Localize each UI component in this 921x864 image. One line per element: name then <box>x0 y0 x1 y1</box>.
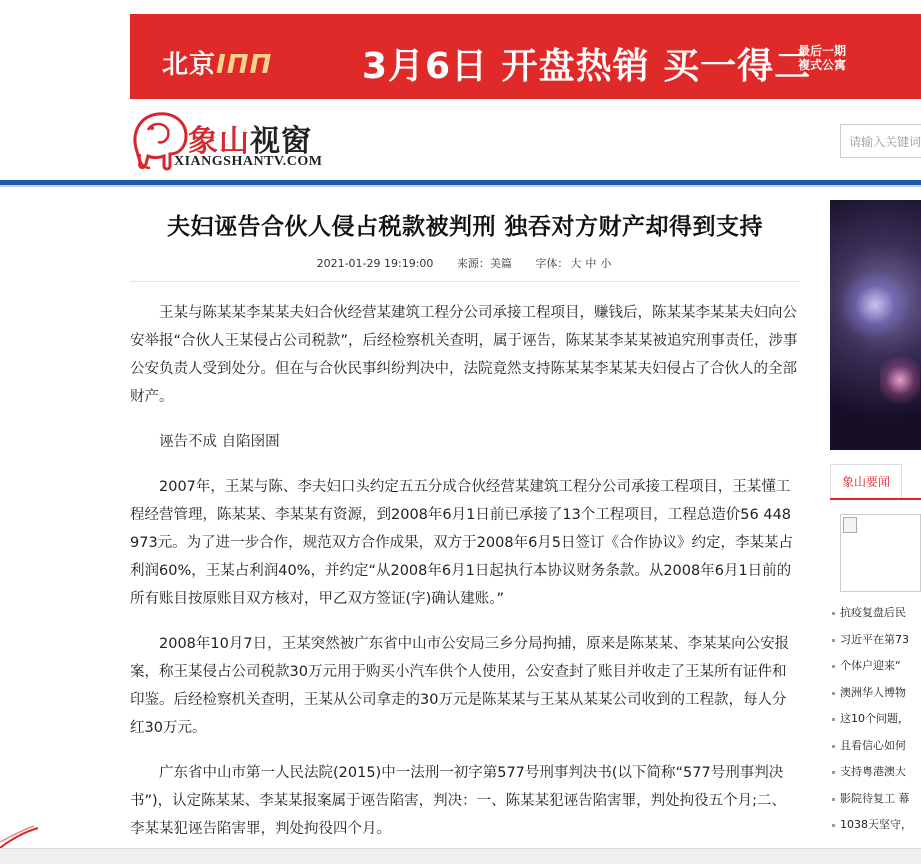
bullet-icon <box>832 718 835 721</box>
bullet-icon <box>832 745 835 748</box>
article-title: 夫妇诬告合伙人侵占税款被判刑 独吞对方财产却得到支持 <box>166 214 763 240</box>
news-link[interactable]: 且看信心如何 <box>840 738 906 752</box>
bullet-icon <box>832 692 835 695</box>
bullet-icon <box>832 824 835 827</box>
decorative-swoosh-icon <box>0 820 40 850</box>
bullet-icon <box>832 639 835 642</box>
list-item[interactable] <box>830 680 921 707</box>
article-date: 2021-01-29 19:19:00 <box>316 257 434 270</box>
horizontal-scrollbar[interactable] <box>0 848 921 864</box>
nav-stripe-light <box>0 185 921 187</box>
bullet-icon <box>832 798 835 801</box>
article-source: 来源：美篇 <box>456 257 512 270</box>
broken-image-icon <box>843 517 857 533</box>
article-paragraph: 2007年，王某与陈、李夫妇口头约定五五分成合伙经营某建筑工程分公司承接工程项目，王某懂工程经营管理，陈某某、李某某有资源，到2008年6月1日前已承接了13个工程项目，工程总造价56 448 973元。为了进一步合作，规范双方合作成果，双方于2008年6月5日签订《合作协议》约定，李某某占利润60%，王某占利润40%，并约定“从2008年6月1日起执行本协议财务条款。从2008年6月1日前的所有账目按原账目双方核对，甲乙双方签证(字)确认建账。” <box>130 479 794 607</box>
meta-divider <box>130 281 800 282</box>
list-item[interactable] <box>830 759 921 786</box>
banner-headline: 3月6日 开盘热销 买一得二 <box>362 46 812 87</box>
bullet-icon <box>832 771 835 774</box>
sidebar-tabs <box>830 464 921 500</box>
list-item[interactable] <box>830 627 921 654</box>
article-subheading: 诬告不成 自陷囹圄 <box>159 434 280 450</box>
sidebar <box>830 200 921 839</box>
font-size-label: 字体： <box>535 257 569 270</box>
article-paragraph: 广东省中山市第一人民法院(2015)中一法刑一初字第577号刑事判决书(以下简称“577号刑事判决书”)，认定陈某某、李某某报案属于诬告陷害，判决：一、陈某某犯诬告陷害罪，判处拘役五个月;二、李某某犯诬告陷害罪，判处拘役四个月。 <box>130 765 787 837</box>
news-link[interactable]: 这10个问题， <box>840 712 909 725</box>
sidebar-feature-image[interactable] <box>830 200 921 450</box>
banner-brand-cn: 北京 <box>162 50 217 80</box>
banner-brand <box>162 44 272 81</box>
site-logo[interactable] <box>130 108 350 176</box>
list-item[interactable] <box>830 786 921 813</box>
tab-xiangshan-news[interactable]: 象山要闻 <box>830 464 902 498</box>
font-size-medium[interactable]: 中 <box>585 257 597 270</box>
news-link[interactable]: 抗疫复盘后民 <box>840 606 906 619</box>
bullet-icon <box>832 665 835 668</box>
news-link[interactable]: 习近平在第73 <box>840 632 909 646</box>
list-item[interactable] <box>830 812 921 839</box>
list-item[interactable] <box>830 733 921 760</box>
font-size-large[interactable]: 大 <box>570 257 582 270</box>
news-link[interactable]: 1038天坚守， <box>840 818 912 831</box>
article-meta <box>130 255 800 271</box>
font-size-small[interactable]: 小 <box>600 257 612 270</box>
list-item[interactable] <box>830 653 921 680</box>
news-link[interactable]: 澳洲华人博物 <box>840 685 906 699</box>
list-item[interactable] <box>830 706 921 733</box>
article-paragraph: 2008年10月7日，王某突然被广东省中山市公安局三乡分局拘捕，原来是陈某某、李某某向公安报案，称王某侵占公司税款30万元用于购买小汽车供个人使用，公安查封了账目并收走了王某所有证件和印鉴。后经检察机关查明，王某从公司拿走的30万元是陈某某与王某从某某公司收到的工程款，每人分红30万元。 <box>130 636 790 736</box>
banner-side-text <box>798 44 846 72</box>
image-glow <box>880 350 920 410</box>
logo-text-en: XIANGSHANTV.COM <box>174 154 323 169</box>
search-input[interactable]: 请输入关键词 <box>840 124 921 158</box>
news-link[interactable]: 支持粤港澳大 <box>840 765 906 778</box>
sidebar-news-thumbnail[interactable] <box>840 514 921 592</box>
banner-side-line2: 複式公寓 <box>798 58 847 72</box>
news-link[interactable]: 个体户迎来“ <box>840 659 901 672</box>
logo-text-b: 视窗 <box>250 124 312 159</box>
logo-text-a: 象山 <box>188 124 250 159</box>
banner-side-line1: 最后一期 <box>798 44 847 58</box>
list-item[interactable] <box>830 600 921 627</box>
banner-brand-mark: ΙΠΠ <box>216 50 273 80</box>
article-body <box>130 299 800 843</box>
bullet-icon <box>832 612 835 615</box>
sidebar-news-list <box>830 600 921 839</box>
news-link[interactable]: 影院待复工 幕 <box>840 791 910 805</box>
font-size-control <box>535 257 613 270</box>
ad-banner[interactable] <box>130 14 921 99</box>
article <box>130 200 800 860</box>
article-paragraph: 王某与陈某某李某某夫妇合伙经营某建筑工程分公司承接工程项目，赚钱后，陈某某李某某夫妇向公安举报“合伙人王某侵占公司税款”，后经检察机关查明，属于诬告，陈某某李某某被追究刑事责任，涉事公安负责人受到处分。但在与合伙民事纠纷判决中，法院竟然支持陈某某李某某夫妇侵占了合伙人的全部财产。 <box>130 305 798 405</box>
image-glow <box>840 270 910 340</box>
